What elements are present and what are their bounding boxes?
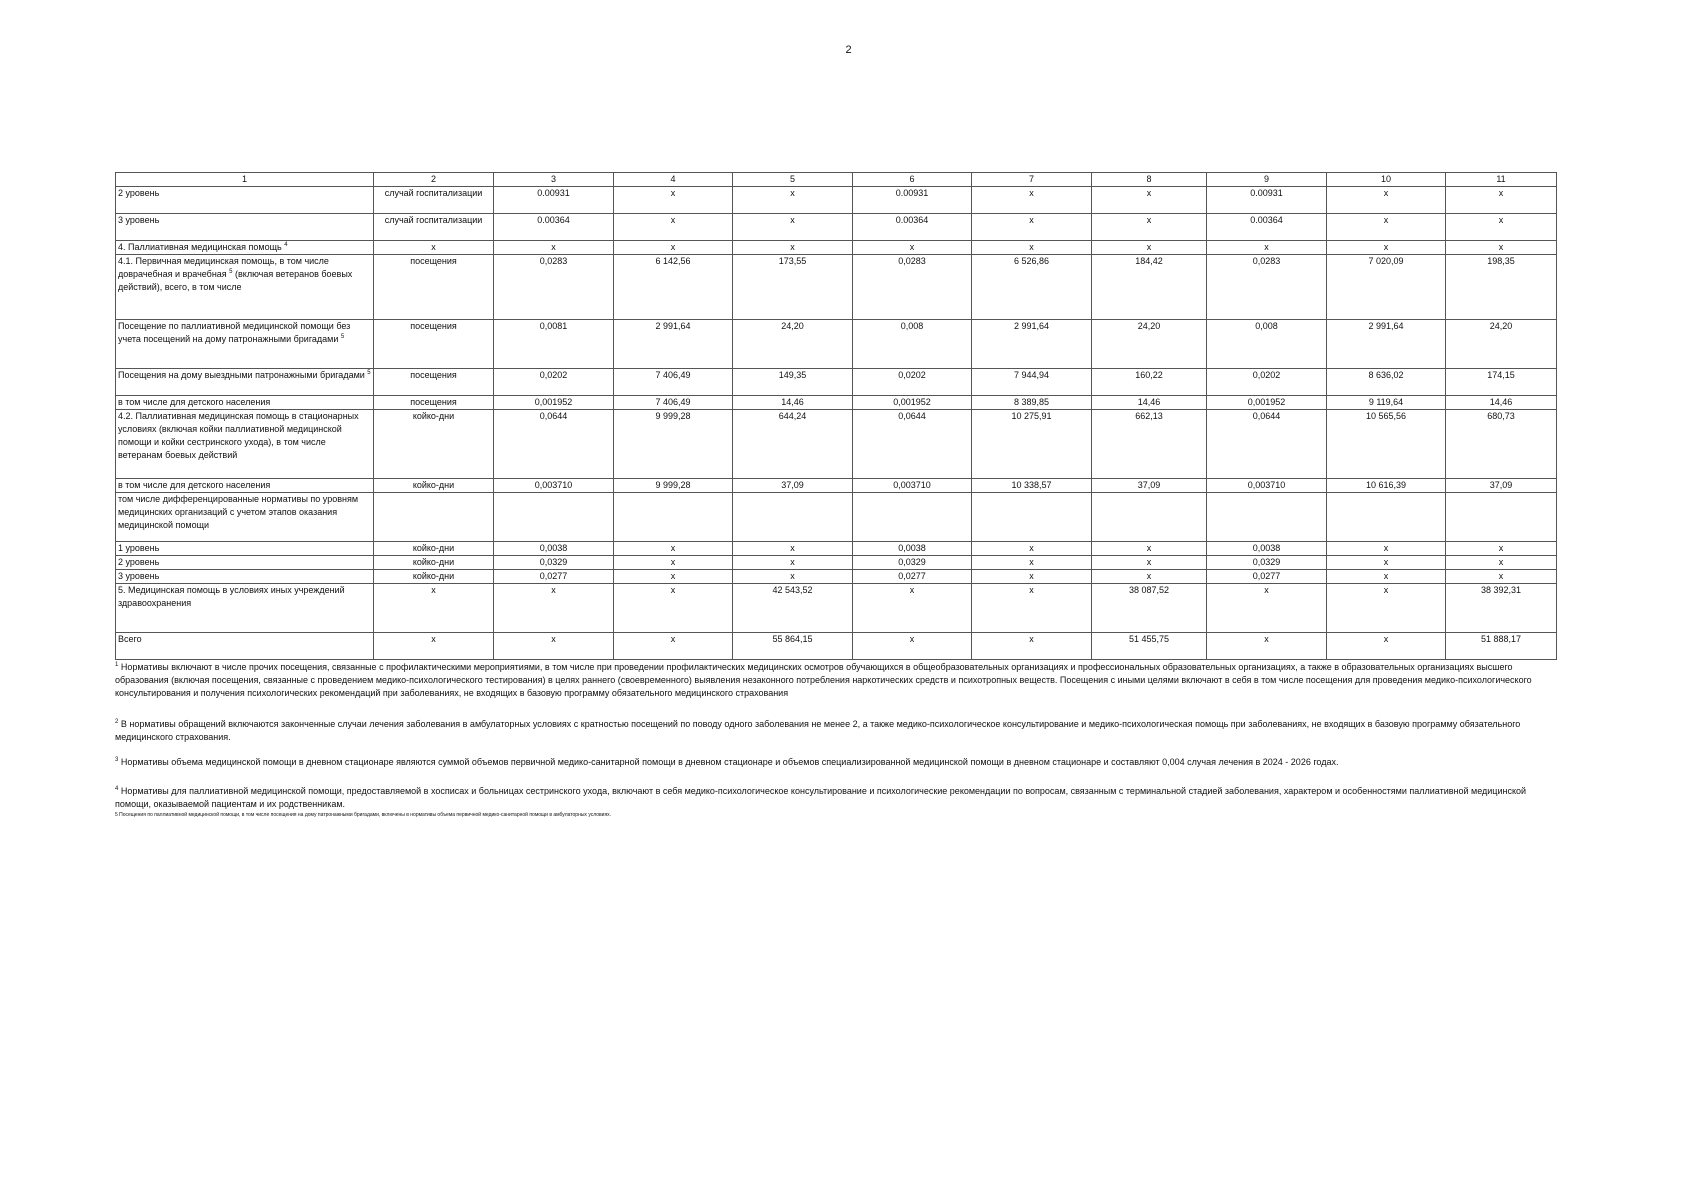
table-cell: [494, 493, 614, 542]
page-number: 2: [845, 44, 852, 56]
table-cell: 0,0283: [494, 255, 614, 320]
table-cell: 184,42: [1092, 255, 1207, 320]
table-cell: x: [972, 214, 1092, 241]
table-cell: x: [1207, 633, 1327, 660]
footnote-marker: 4: [115, 786, 119, 792]
row-name: 3 уровень: [116, 214, 374, 241]
footnote-marker: 1: [115, 662, 119, 668]
table-cell: 24,20: [1446, 320, 1557, 369]
table-cell: 7 944,94: [972, 369, 1092, 396]
table-cell: 0.00931: [494, 187, 614, 214]
header-cell: 5: [733, 173, 853, 187]
table-row: [116, 187, 1557, 214]
table-row: [116, 369, 1557, 396]
table-cell: x: [1207, 584, 1327, 633]
table-cell: x: [1092, 542, 1207, 556]
table-cell: 0,0277: [1207, 570, 1327, 584]
table-cell: 644,24: [733, 410, 853, 479]
header-cell: 6: [853, 173, 972, 187]
table-cell: x: [733, 556, 853, 570]
table-cell: x: [1327, 584, 1446, 633]
row-name-text: 4.1. Первичная медицинская помощь, в том числе доврачебная и врачебная: [118, 256, 329, 279]
table-cell: x: [1092, 241, 1207, 255]
table-cell: 680,73: [1446, 410, 1557, 479]
table-cell: [733, 493, 853, 542]
table-cell: [853, 493, 972, 542]
table-cell: 55 864,15: [733, 633, 853, 660]
table-cell: 2 991,64: [1327, 320, 1446, 369]
footnote-marker: 2: [115, 719, 119, 725]
table-cell: 0.00364: [1207, 214, 1327, 241]
table-cell: 0,0038: [494, 542, 614, 556]
row-name: 5. Медицинская помощь в условиях иных учреждений здравоохранения: [116, 584, 374, 633]
row-unit: посещения: [374, 255, 494, 320]
footnote-marker: 3: [115, 757, 119, 763]
table-cell: [614, 493, 733, 542]
table-cell: x: [614, 214, 733, 241]
table-cell: 0,003710: [853, 479, 972, 493]
table-row: [116, 320, 1557, 369]
table-cell: 10 565,56: [1327, 410, 1446, 479]
row-unit: койко-дни: [374, 479, 494, 493]
table-cell: 0,0202: [494, 369, 614, 396]
table-cell: x: [1446, 241, 1557, 255]
table-cell: x: [853, 633, 972, 660]
table-cell: x: [853, 241, 972, 255]
table-cell: 0,001952: [853, 396, 972, 410]
table-cell: x: [614, 241, 733, 255]
header-cell: 3: [494, 173, 614, 187]
footnote-5: 5 Посещения по паллиативной медицинской помощи, в том числе посещения на дому патронажными бригадами, включены в нормативы объема первичной медико-санитарной помощи в амбулаторных условиях.: [115, 812, 612, 818]
header-cell: 2: [374, 173, 494, 187]
table-cell: [1446, 493, 1557, 542]
row-unit: койко-дни: [374, 542, 494, 556]
footnote-text: В нормативы обращений включаются законченные случаи лечения заболевания в амбулаторных условиях с кратностью посещений по поводу одного заболевания не менее 2, а также медико-психологическое консультирование и медико-психологическая помощь при заболеваниях, не входящих в базовую программу обязательного медицинского страхования.: [115, 719, 1521, 742]
table-cell: x: [1327, 570, 1446, 584]
table-cell: 0.00364: [494, 214, 614, 241]
table-cell: x: [733, 542, 853, 556]
table-row: [116, 570, 1557, 584]
table-cell: 0,0202: [1207, 369, 1327, 396]
table-cell: [1092, 493, 1207, 542]
footnote-ref: 5: [367, 370, 371, 376]
header-cell: 1: [116, 173, 374, 187]
table-cell: x: [972, 187, 1092, 214]
table-row: [116, 241, 1557, 255]
table-cell: 0.00364: [853, 214, 972, 241]
row-name: [116, 255, 374, 320]
table-cell: 24,20: [1092, 320, 1207, 369]
table-cell: x: [972, 556, 1092, 570]
table-cell: x: [972, 241, 1092, 255]
table-cell: x: [972, 633, 1092, 660]
table-cell: 24,20: [733, 320, 853, 369]
header-cell: 8: [1092, 173, 1207, 187]
row-name-text: Посещение по паллиативной медицинской помощи без учета посещений на дому патронажными бригадами: [118, 321, 351, 344]
row-unit: посещения: [374, 320, 494, 369]
table-cell: 174,15: [1446, 369, 1557, 396]
table-cell: 37,09: [733, 479, 853, 493]
table-row: [116, 556, 1557, 570]
table-cell: x: [494, 633, 614, 660]
table-cell: 7 406,49: [614, 396, 733, 410]
header-cell: 4: [614, 173, 733, 187]
table-cell: 14,46: [1092, 396, 1207, 410]
footnote-4: [115, 785, 1556, 811]
table-cell: 0,003710: [1207, 479, 1327, 493]
table-cell: 6 526,86: [972, 255, 1092, 320]
table-cell: 0,0038: [853, 542, 972, 556]
table-cell: 0,0644: [853, 410, 972, 479]
footnote-text: Нормативы для паллиативной медицинской помощи, предоставляемой в хосписах и больницах сестринского ухода, включают в себя медико-психологическое консультирование и психологические рекомендации по вопросам, связанным с терминальной стадией заболевания, характером и особенностями паллиативной медицинской помощи, оказываемой пациентам и их родственникам.: [115, 786, 1527, 809]
row-name-text: 4. Паллиативная медицинская помощь: [118, 242, 285, 252]
table-cell: 0,0081: [494, 320, 614, 369]
footnote-ref: 5: [229, 269, 233, 275]
table-cell: 0,008: [853, 320, 972, 369]
table-cell: 51 888,17: [1446, 633, 1557, 660]
table-cell: [972, 493, 1092, 542]
header-cell: 9: [1207, 173, 1327, 187]
table-cell: 10 338,57: [972, 479, 1092, 493]
table-cell: x: [853, 584, 972, 633]
table-cell: x: [614, 570, 733, 584]
row-unit: x: [374, 241, 494, 255]
footnote-text: Нормативы объема медицинской помощи в дневном стационаре являются суммой объемов первичной медико-санитарной помощи в дневном стационаре и объемов специализированной медицинской помощи в дневном стационаре и составляют 0,004 случая лечения в 2024 - 2026 годах.: [118, 757, 1339, 767]
table-cell: 0,001952: [1207, 396, 1327, 410]
table-cell: x: [1327, 633, 1446, 660]
table-cell: 37,09: [1092, 479, 1207, 493]
table-cell: x: [1207, 241, 1327, 255]
row-name-text: Посещения на дому выездными патронажными бригадами: [118, 370, 368, 380]
table-cell: x: [733, 187, 853, 214]
table-cell: x: [1446, 570, 1557, 584]
table-cell: 198,35: [1446, 255, 1557, 320]
table-cell: 8 389,85: [972, 396, 1092, 410]
table-cell: 9 999,28: [614, 410, 733, 479]
table-cell: 0.00931: [1207, 187, 1327, 214]
table-cell: x: [1446, 556, 1557, 570]
table-cell: 7 406,49: [614, 369, 733, 396]
table-cell: x: [614, 584, 733, 633]
table-cell: 0,0202: [853, 369, 972, 396]
table-header-row: [116, 173, 1557, 187]
footnote-2: [115, 718, 1556, 744]
row-name: [116, 241, 374, 255]
footnote-ref: 4: [284, 242, 288, 248]
row-unit: койко-дни: [374, 556, 494, 570]
table-cell: 0,0644: [494, 410, 614, 479]
table-cell: x: [972, 542, 1092, 556]
row-unit: x: [374, 633, 494, 660]
table-row: [116, 633, 1557, 660]
row-name: в том числе для детского населения: [116, 396, 374, 410]
table-row: [116, 255, 1557, 320]
row-unit: посещения: [374, 369, 494, 396]
row-unit: случай госпитализации: [374, 214, 494, 241]
table-cell: x: [1327, 556, 1446, 570]
row-unit: случай госпитализации: [374, 187, 494, 214]
header-cell: 10: [1327, 173, 1446, 187]
table-cell: 38 392,31: [1446, 584, 1557, 633]
row-unit: койко-дни: [374, 570, 494, 584]
table-row: [116, 493, 1557, 542]
table-cell: 0,003710: [494, 479, 614, 493]
table-cell: 51 455,75: [1092, 633, 1207, 660]
table-cell: x: [1092, 187, 1207, 214]
table-cell: 37,09: [1446, 479, 1557, 493]
table-cell: x: [972, 584, 1092, 633]
table-cell: 173,55: [733, 255, 853, 320]
table-cell: 160,22: [1092, 369, 1207, 396]
row-unit: [374, 493, 494, 542]
table-cell: x: [614, 187, 733, 214]
table-row: [116, 410, 1557, 479]
table-cell: 38 087,52: [1092, 584, 1207, 633]
table-cell: x: [1092, 570, 1207, 584]
table-cell: 7 020,09: [1327, 255, 1446, 320]
row-unit: посещения: [374, 396, 494, 410]
table-cell: 0,0283: [853, 255, 972, 320]
footnote-text: Нормативы включают в числе прочих посещения, связанные с профилактическими мероприятиями, в том числе при проведении профилактических медицинских осмотров обучающихся в общеобразовательных организациях и профессиональных образовательных организациях, а также в образовательных организациях высшего образования (включая посещения, связанные с проведением медико-психологического тестирования) в целях раннего (своевременного) выявления незаконного потребления наркотических средств и психотропных веществ. Посещения с иными целями включают в себя в том числе посещения для проведения медико-психологического консультирования и получения психологических рекомендаций при заболеваниях, не входящих в базовую программу обязательного медицинского страхования: [115, 662, 1532, 698]
row-name: 2 уровень: [116, 556, 374, 570]
table-row: [116, 542, 1557, 556]
table-cell: x: [1092, 214, 1207, 241]
table-cell: x: [1327, 214, 1446, 241]
table-cell: 42 543,52: [733, 584, 853, 633]
table-cell: 0,0038: [1207, 542, 1327, 556]
table-cell: x: [614, 556, 733, 570]
table-cell: x: [1446, 214, 1557, 241]
row-name: 2 уровень: [116, 187, 374, 214]
table-cell: x: [1327, 542, 1446, 556]
row-name: том числе дифференцированные нормативы по уровням медицинских организаций с учетом этапов оказания медицинской помощи: [116, 493, 374, 542]
table-cell: 0,0329: [853, 556, 972, 570]
footnote-ref: 5: [340, 334, 345, 340]
row-name: 1 уровень: [116, 542, 374, 556]
row-name: 4.2. Паллиативная медицинская помощь в стационарных условиях (включая койки паллиативной медицинской помощи и койки сестринского ухода), в том числе ветеранам боевых действий: [116, 410, 374, 479]
table-cell: x: [733, 570, 853, 584]
table-cell: 0,008: [1207, 320, 1327, 369]
table-cell: x: [733, 241, 853, 255]
table-cell: x: [733, 214, 853, 241]
table-cell: 9 999,28: [614, 479, 733, 493]
row-name: [116, 320, 374, 369]
table-cell: x: [1327, 241, 1446, 255]
table-cell: 0,0277: [853, 570, 972, 584]
table-cell: 8 636,02: [1327, 369, 1446, 396]
row-unit: x: [374, 584, 494, 633]
table-cell: 0,0644: [1207, 410, 1327, 479]
row-name-text: (включая ветеранов боевых действий), всего, в том числе: [118, 269, 353, 292]
table-cell: [1327, 493, 1446, 542]
table-cell: x: [1092, 556, 1207, 570]
header-cell: 11: [1446, 173, 1557, 187]
table-cell: x: [1327, 187, 1446, 214]
table-cell: 2 991,64: [614, 320, 733, 369]
table-cell: x: [972, 570, 1092, 584]
norms-table: [115, 172, 1557, 660]
table-cell: 6 142,56: [614, 255, 733, 320]
table-cell: 9 119,64: [1327, 396, 1446, 410]
table-cell: x: [614, 633, 733, 660]
row-unit: койко-дни: [374, 410, 494, 479]
table-cell: x: [494, 584, 614, 633]
table-cell: [1207, 493, 1327, 542]
table-cell: 14,46: [733, 396, 853, 410]
table-cell: 0,0329: [494, 556, 614, 570]
table-cell: 2 991,64: [972, 320, 1092, 369]
table-row: [116, 584, 1557, 633]
table-cell: 14,46: [1446, 396, 1557, 410]
table-cell: x: [614, 542, 733, 556]
table-row: [116, 214, 1557, 241]
table-cell: 10 275,91: [972, 410, 1092, 479]
table-cell: x: [494, 241, 614, 255]
table-row: [116, 479, 1557, 493]
row-name: [116, 369, 374, 396]
table-cell: x: [1446, 542, 1557, 556]
table-cell: 0,0329: [1207, 556, 1327, 570]
footnote-3: [115, 756, 1556, 769]
table-cell: 149,35: [733, 369, 853, 396]
header-cell: 7: [972, 173, 1092, 187]
table-cell: 662,13: [1092, 410, 1207, 479]
row-name: 3 уровень: [116, 570, 374, 584]
row-name: Всего: [116, 633, 374, 660]
table-cell: 0,0277: [494, 570, 614, 584]
table-cell: x: [1446, 187, 1557, 214]
row-name: в том числе для детского населения: [116, 479, 374, 493]
table-cell: 0,0283: [1207, 255, 1327, 320]
table-cell: 10 616,39: [1327, 479, 1446, 493]
table-cell: 0,001952: [494, 396, 614, 410]
table-cell: 0.00931: [853, 187, 972, 214]
footnote-1: [115, 661, 1556, 700]
table-row: [116, 396, 1557, 410]
